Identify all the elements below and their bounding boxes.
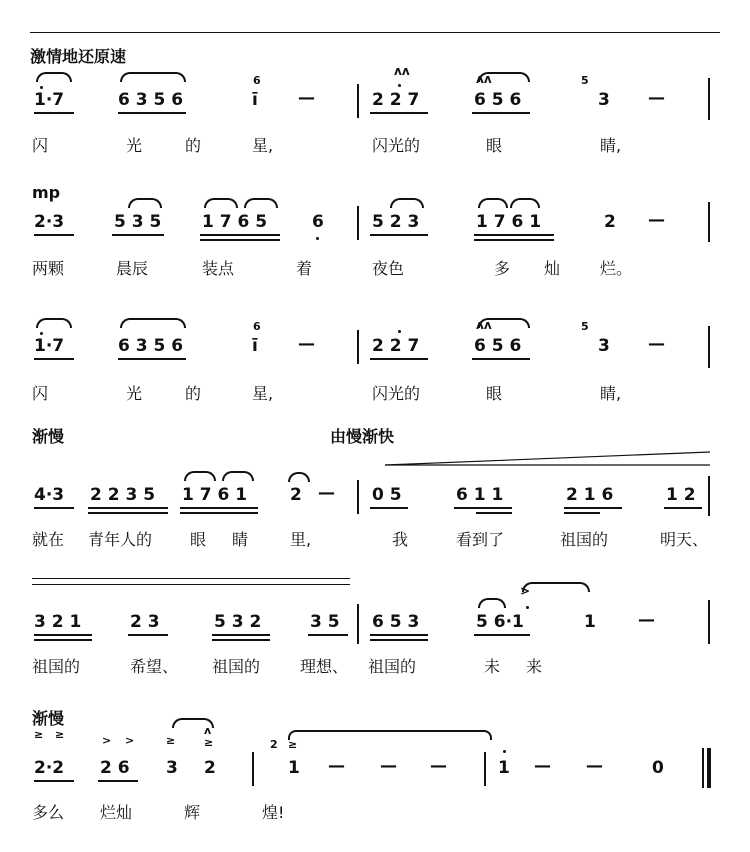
beam [200, 239, 280, 241]
note: 1 [288, 758, 300, 778]
mordent-mark: ʌʌ [476, 318, 492, 332]
lyric: 光 [126, 384, 143, 403]
lyric: 里, [290, 530, 312, 549]
high-dot [398, 330, 401, 333]
barline [357, 84, 359, 118]
note-group: 1 7 6 1 [476, 212, 542, 232]
lyric: 睛 [232, 530, 249, 549]
slur [522, 582, 590, 592]
slur [128, 198, 162, 208]
note: 3 [598, 336, 610, 356]
note-group: 3 2 1 [34, 612, 82, 632]
slur [510, 198, 540, 208]
lyric: 明天、 [660, 530, 709, 549]
barline [708, 78, 710, 120]
note: 2 [204, 758, 216, 778]
lyric: 就在 [32, 530, 65, 549]
note-group: 2 3 [130, 612, 160, 632]
lyric: 烂。 [600, 259, 633, 278]
lyric: 祖国的 [560, 530, 609, 549]
note-group: 1 7 6 1 [182, 485, 248, 505]
note-group: 0 5 [372, 485, 402, 505]
lyric: 我 [392, 530, 409, 549]
accent-mark: > [520, 584, 531, 598]
rest: 0 [652, 758, 664, 778]
lyric: 睛, [600, 384, 622, 403]
note-high: ī [252, 90, 258, 110]
lyric: 眼 [190, 530, 207, 549]
barline [708, 600, 710, 644]
slur [222, 471, 254, 481]
note-group: 6 5 3 [372, 612, 420, 632]
note-group: 6 3 5 6 [118, 90, 184, 110]
barline [708, 202, 710, 242]
note-group: 2 1 6 [566, 485, 614, 505]
grace-note: 5 [581, 320, 589, 333]
slur [120, 72, 186, 82]
sustain-dash: — [298, 334, 315, 354]
note-high: ī [252, 336, 258, 356]
note-group: 1·7 [34, 90, 65, 110]
lyric: 多么 [32, 803, 65, 822]
beam [34, 634, 92, 636]
lyric: 夜色 [372, 259, 405, 278]
sustain-dash: — [638, 610, 655, 630]
sustain-dash: — [648, 334, 665, 354]
lyric: 煌! [262, 803, 285, 822]
lyric: 烂灿 [100, 803, 133, 822]
slur [390, 198, 424, 208]
note-group: 2 2 3 5 [90, 485, 156, 505]
lyric: 来 [526, 657, 543, 676]
barline [357, 604, 359, 644]
note-group: 6 5 6 [474, 336, 522, 356]
note-group: 1 7 6 5 [202, 212, 268, 232]
lyric: 未 [484, 657, 501, 676]
note-group: 6 3 5 6 [118, 336, 184, 356]
barline [357, 206, 359, 240]
beam [88, 507, 168, 509]
tempo-mark: 渐慢 [32, 427, 65, 446]
lyric: 祖国的 [368, 657, 417, 676]
slur [36, 318, 72, 328]
beam [212, 639, 270, 641]
note: 3 [598, 90, 610, 110]
dynamic-mark: mp [32, 183, 61, 202]
beam [664, 507, 702, 509]
grace-note: 2 [270, 738, 278, 751]
note: 2 [604, 212, 616, 232]
note-group: 3 5 [310, 612, 340, 632]
beam [118, 358, 186, 360]
lyric: 青年人的 [88, 530, 153, 549]
grace-note: 6 [253, 74, 261, 87]
note-group: 4·3 [34, 485, 65, 505]
lyric: 多 [494, 259, 511, 278]
note-group: 5 6·1 [476, 612, 524, 632]
lyric: 眼 [486, 384, 503, 403]
sustain-dash: — [328, 756, 345, 776]
beam [370, 634, 428, 636]
note: 6 [312, 212, 324, 232]
barline [484, 752, 486, 786]
top-rule [30, 32, 720, 33]
note-group: 2 2 7 [372, 336, 420, 356]
beam [180, 507, 258, 509]
barline [708, 326, 710, 368]
fermata-icon [288, 472, 310, 482]
tenuto-accent-mark: ≥ [288, 738, 298, 751]
beam [34, 234, 74, 236]
slur [244, 198, 278, 208]
beam [34, 507, 74, 509]
beam [34, 639, 92, 641]
tempo-mark: 渐慢 [32, 709, 65, 728]
beam [474, 234, 554, 236]
mordent-accent-mark: ʌ [204, 724, 212, 737]
note-group: 2·3 [34, 212, 65, 232]
lyric: 着 [296, 259, 313, 278]
high-dot [398, 84, 401, 87]
high-dot [503, 750, 506, 753]
high-dot [526, 606, 529, 609]
note-group: 1·7 [34, 336, 65, 356]
beam [212, 634, 270, 636]
note: 1 [498, 758, 510, 778]
beam [474, 634, 530, 636]
lyric: 星, [252, 136, 274, 155]
lyric: 的 [185, 136, 202, 155]
slur [204, 198, 238, 208]
sustain-dash: — [318, 483, 335, 503]
lyric: 闪 [32, 136, 49, 155]
note: 3 [166, 758, 178, 778]
sustain-dash: — [298, 88, 315, 108]
sustain-dash: — [648, 88, 665, 108]
high-dot [40, 86, 43, 89]
lyric: 闪光的 [372, 136, 421, 155]
beam [474, 239, 554, 241]
beam [564, 507, 622, 509]
lyric: 辉 [184, 803, 201, 822]
accelerando-hairpin [385, 448, 710, 468]
note-group: 5 3 5 [114, 212, 162, 232]
lyric: 眼 [486, 136, 503, 155]
beam [308, 634, 348, 636]
note-group: 5 3 2 [214, 612, 262, 632]
lyric: 祖国的 [32, 657, 81, 676]
slur [478, 598, 506, 608]
lyric: 灿 [544, 259, 561, 278]
lyric: 睛, [600, 136, 622, 155]
sustain-dash: — [534, 756, 551, 776]
barline [252, 752, 254, 786]
beam [112, 234, 164, 236]
note-group: 2 6 [100, 758, 130, 778]
mordent-mark: ʌʌ [394, 64, 410, 78]
beam [118, 112, 186, 114]
tempo-mark: 由慢渐快 [330, 427, 395, 446]
low-dot [316, 237, 319, 240]
beam [472, 358, 530, 360]
beam [34, 358, 74, 360]
lyric: 两颗 [32, 259, 65, 278]
beam [180, 512, 258, 514]
lyric: 晨辰 [116, 259, 149, 278]
beam [370, 639, 428, 641]
grace-note: 5 [581, 74, 589, 87]
lyric: 星, [252, 384, 274, 403]
lyric: 看到了 [456, 530, 505, 549]
tempo-mark: 激情地还原速 [30, 47, 127, 66]
lyric: 闪光的 [372, 384, 421, 403]
lyric: 祖国的 [212, 657, 261, 676]
lyric: 的 [185, 384, 202, 403]
grace-note: 6 [253, 320, 261, 333]
lyric: 闪 [32, 384, 49, 403]
tenuto-accent-marks: ≥ ≥ [34, 728, 69, 741]
note-fermata: 2 [290, 485, 302, 505]
slur [288, 730, 492, 740]
note: 1 [584, 612, 596, 632]
accelerando-line [32, 578, 350, 579]
sustain-dash: — [648, 210, 665, 230]
barline [708, 476, 710, 516]
note-group: 2 2 7 [372, 90, 420, 110]
beam [370, 358, 428, 360]
beam [88, 512, 168, 514]
beam [370, 507, 408, 509]
sustain-dash: — [430, 756, 447, 776]
slur [184, 471, 216, 481]
sustain-dash: — [586, 756, 603, 776]
beam [128, 634, 168, 636]
note-group: 6 1 1 [456, 485, 504, 505]
beam [476, 512, 512, 514]
beam [98, 780, 138, 782]
lyric: 理想、 [300, 657, 349, 676]
beam [370, 112, 428, 114]
lyric: 装点 [202, 259, 235, 278]
mordent-mark: ʌʌ [476, 72, 492, 86]
slur [120, 318, 186, 328]
note-group: 5 2 3 [372, 212, 420, 232]
barline [357, 330, 359, 364]
final-barline-thin [702, 748, 704, 788]
beam [454, 507, 512, 509]
beam [370, 234, 428, 236]
beam [564, 512, 600, 514]
tenuto-accent-mark: ≥ [166, 734, 176, 747]
accent-marks: > > [102, 734, 140, 747]
beam [34, 780, 74, 782]
final-barline-thick [707, 748, 711, 788]
sustain-dash: — [380, 756, 397, 776]
note-group: 1 2 [666, 485, 696, 505]
beam [472, 112, 530, 114]
note-group: 2·2 [34, 758, 65, 778]
high-dot [40, 332, 43, 335]
barline [357, 480, 359, 514]
beam [200, 234, 280, 236]
tenuto-accent-mark: ≥ [204, 736, 214, 749]
lyric: 希望、 [130, 657, 179, 676]
lyric: 光 [126, 136, 143, 155]
beam [34, 112, 74, 114]
slur [36, 72, 72, 82]
slur [478, 198, 508, 208]
note-group: 6 5 6 [474, 90, 522, 110]
accelerando-line [32, 584, 350, 585]
